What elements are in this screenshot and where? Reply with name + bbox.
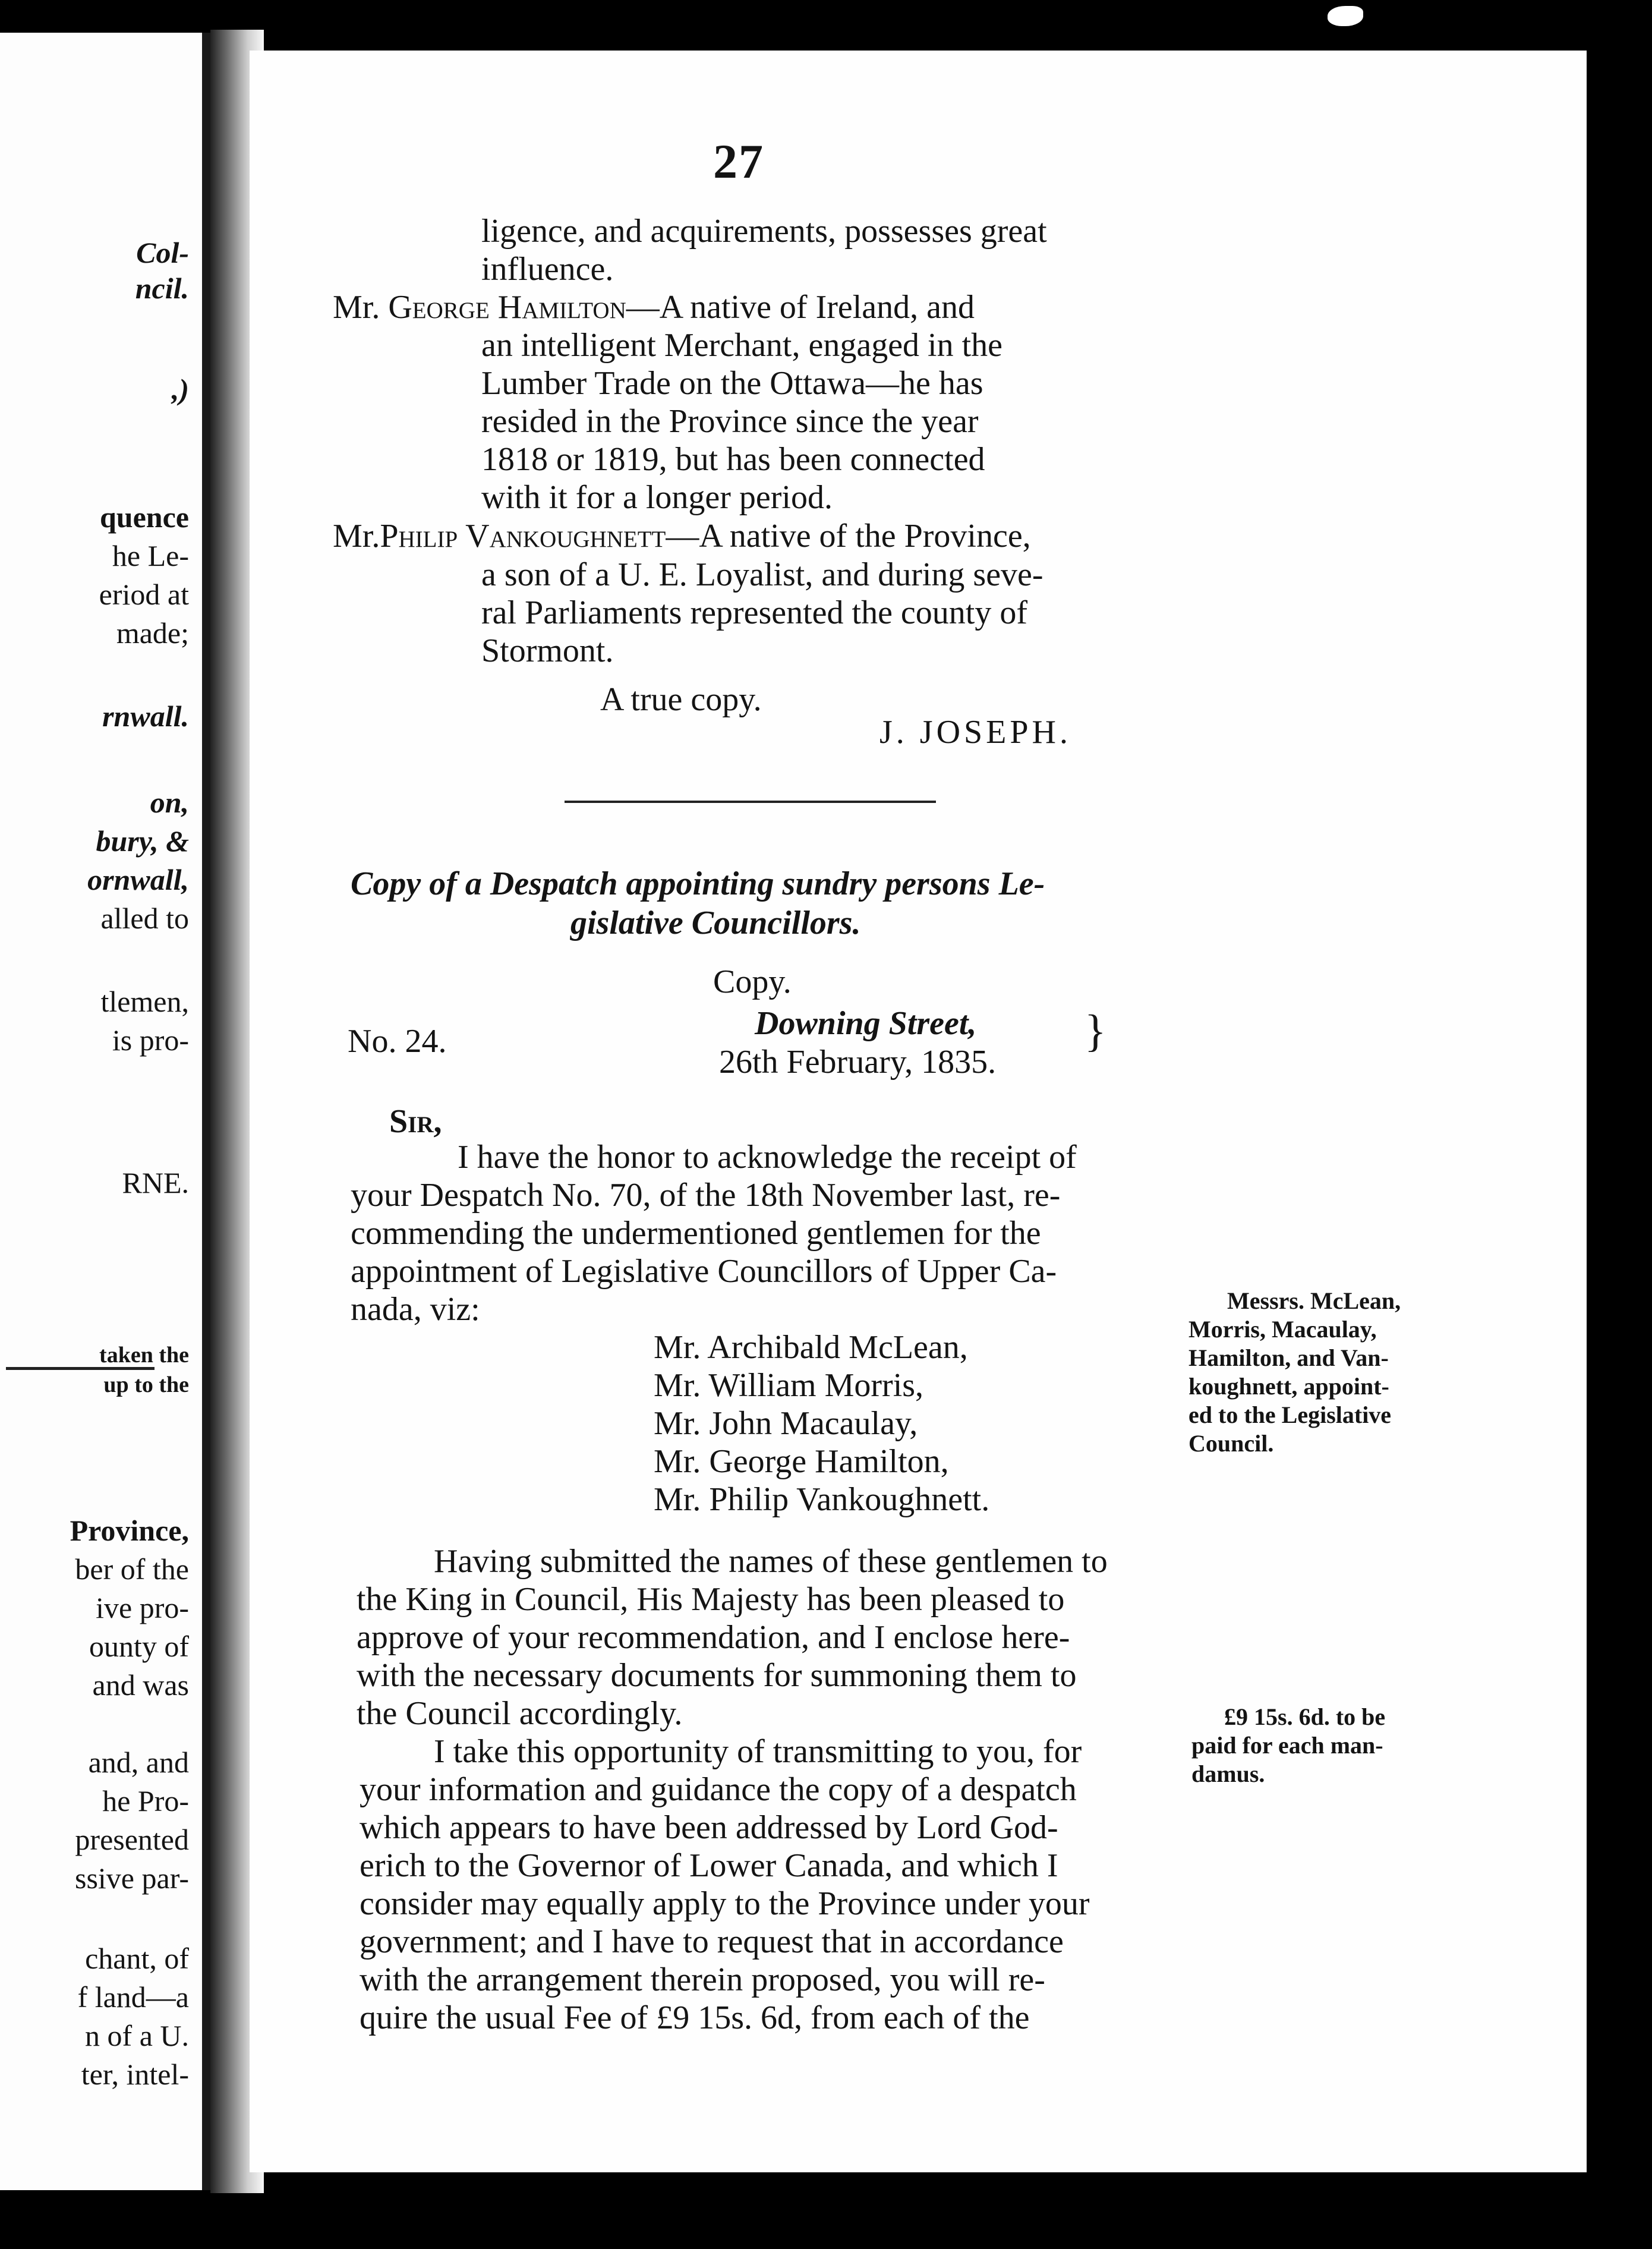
- left-page-text-fragment: ncil.: [135, 272, 189, 305]
- left-page-text-fragment: ber of the: [75, 1552, 189, 1586]
- left-page-fragment: [0, 33, 210, 2190]
- text-line: influence.: [481, 251, 614, 288]
- text-line: the Council accordingly.: [357, 1695, 683, 1732]
- left-page-text-fragment: tlemen,: [100, 985, 189, 1018]
- left-page-text-fragment: alled to: [100, 902, 189, 935]
- text-line: I have the honor to acknowledge the receipt of: [458, 1139, 1077, 1176]
- text-line: ral Parliaments represented the county of: [481, 594, 1027, 631]
- text-line: Stormont.: [481, 632, 614, 669]
- left-page-text-fragment: presented: [75, 1823, 189, 1856]
- left-page-text-fragment: and was: [92, 1668, 189, 1702]
- text-line: consider may equally apply to the Province under your: [360, 1885, 1090, 1922]
- left-page-text-fragment: RNE.: [122, 1166, 189, 1199]
- left-page-text-fragment: rnwall.: [102, 700, 189, 733]
- left-page-text-fragment: bury, &: [96, 824, 189, 858]
- text-line: Having submitted the names of these gentlemen to: [434, 1543, 1108, 1580]
- true-copy: A true copy.: [600, 681, 762, 718]
- left-page-text-fragment: quence: [100, 500, 189, 534]
- entry-name: Philip Vankoughnett: [380, 518, 666, 555]
- entry-vankoughnett-first-line: Mr.Philip Vankoughnett—A native of the Province,: [333, 518, 1031, 555]
- left-page-text-fragment: eriod at: [99, 578, 189, 611]
- copy-label: Copy.: [713, 963, 792, 1000]
- left-page-text-fragment: taken the: [99, 1343, 189, 1368]
- text-line: appointment of Legislative Councillors of Upper Ca-: [351, 1253, 1057, 1290]
- text-line: nada, viz:: [351, 1291, 480, 1328]
- page-number: 27: [713, 134, 764, 188]
- right-page: [250, 51, 1587, 2172]
- text-line: Lumber Trade on the Ottawa—he has: [481, 365, 983, 402]
- left-page-text-fragment: chant, of: [85, 1942, 189, 1975]
- name-list-item: Mr. Philip Vankoughnett.: [654, 1481, 990, 1518]
- text-line: with the arrangement therein proposed, you will re-: [360, 1961, 1045, 1998]
- text-line: erich to the Governor of Lower Canada, and which I: [360, 1847, 1058, 1884]
- signature: J. JOSEPH.: [879, 714, 1071, 751]
- left-page-text-fragment: he Le-: [112, 539, 189, 572]
- text-line: resided in the Province since the year: [481, 403, 979, 440]
- text-line: commending the undermentioned gentlemen for the: [351, 1215, 1041, 1252]
- name-list-item: Mr. William Morris,: [654, 1367, 924, 1404]
- despatch-heading: gislative Councillors.: [570, 905, 861, 941]
- left-page-text-fragment: is pro-: [112, 1023, 189, 1057]
- salutation: Sir,: [389, 1103, 442, 1140]
- entry-hamilton-first-line: Mr. George Hamilton—A native of Ireland, and: [333, 289, 975, 326]
- left-page-text-fragment: ter, intel-: [81, 2058, 189, 2091]
- despatch-date: 26th February, 1835.: [719, 1044, 997, 1081]
- text-line: your information and guidance the copy of a despatch: [360, 1771, 1077, 1808]
- brace: }: [1084, 1006, 1106, 1056]
- left-page-text-fragment: made;: [116, 616, 189, 650]
- left-page-text-fragment: f land—a: [77, 1980, 189, 2014]
- entry-name: George Hamilton: [388, 289, 626, 326]
- despatch-heading: Copy of a Despatch appointing sundry persons Le-: [351, 865, 1045, 902]
- left-page-text-fragment: ounty of: [89, 1630, 189, 1663]
- left-page-text-fragment: Province,: [70, 1514, 189, 1547]
- left-page-text-fragment: up to the: [103, 1372, 189, 1397]
- text-line: an intelligent Merchant, engaged in the: [481, 327, 1003, 364]
- text-line: government; and I have to request that in accordance: [360, 1923, 1064, 1960]
- left-page-text-fragment: ,): [171, 373, 189, 406]
- left-page-text-fragment: n of a U.: [85, 2019, 189, 2052]
- margin-note-appointment: Messrs. McLean, Morris, Macaulay, Hamilton, and Van- koughnett, appoint- ed to the Legislative Council.: [1188, 1287, 1401, 1457]
- left-page-text-fragment: ornwall,: [87, 863, 189, 896]
- text-line: with it for a longer period.: [481, 479, 833, 516]
- left-page-text-fragment: ive pro-: [96, 1591, 189, 1624]
- name-list-item: Mr. Archibald McLean,: [654, 1329, 968, 1366]
- left-page-text-fragment: ssive par-: [75, 1861, 189, 1895]
- text-line: with the necessary documents for summoning them to: [357, 1657, 1077, 1694]
- margin-note-fee: £9 15s. 6d. to be paid for each man- damus.: [1191, 1703, 1386, 1787]
- scan-artifact: [1328, 6, 1363, 26]
- text-line: ligence, and acquirements, possesses great: [481, 213, 1047, 250]
- section-divider: [565, 801, 936, 803]
- text-line: quire the usual Fee of £9 15s. 6d, from each of the: [360, 1999, 1030, 2036]
- text-line: I take this opportunity of transmitting to you, for: [434, 1733, 1082, 1770]
- text-line: which appears to have been addressed by Lord God-: [360, 1809, 1058, 1846]
- name-list-item: Mr. George Hamilton,: [654, 1443, 949, 1480]
- text-line: the King in Council, His Majesty has been pleased to: [357, 1581, 1065, 1618]
- despatch-number: No. 24.: [348, 1023, 447, 1060]
- despatch-place: Downing Street,: [755, 1005, 977, 1042]
- text-line: your Despatch No. 70, of the 18th November last, re-: [351, 1177, 1061, 1214]
- left-page-text-fragment: he Pro-: [102, 1784, 189, 1818]
- text-line: approve of your recommendation, and I enclose here-: [357, 1619, 1070, 1656]
- text-line: 1818 or 1819, but has been connected: [481, 441, 985, 478]
- left-page-text-fragment: Col-: [136, 236, 189, 269]
- name-list-item: Mr. John Macaulay,: [654, 1405, 918, 1442]
- left-page-text-fragment: and, and: [88, 1746, 189, 1779]
- text-line: a son of a U. E. Loyalist, and during seve-: [481, 556, 1043, 593]
- left-page-text-fragment: on,: [150, 786, 189, 819]
